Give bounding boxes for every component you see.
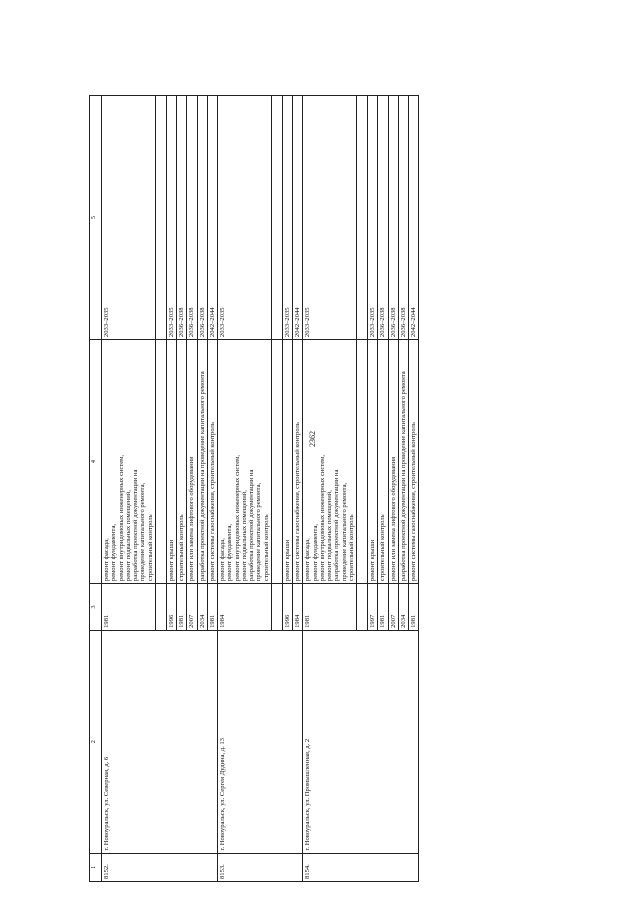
record-number: 8152. <box>102 853 218 881</box>
subrow-year: 1997 <box>368 584 378 631</box>
work-line: проведение капитального ремонта, <box>255 482 263 582</box>
subrow-period: 2033–2035 <box>282 96 292 340</box>
record-period: 2033–2035 <box>102 96 156 340</box>
table-row <box>218 96 272 882</box>
subrow-year: 1981 <box>177 584 187 631</box>
subrow-work: ремонт системы газоснабжения, строительный контроль <box>207 340 217 584</box>
work-line: ремонт фундамента, <box>110 523 118 582</box>
subrow-work: ремонт крыши <box>368 340 378 584</box>
record-address: г. Новоуральск, ул. Промышленная, д. 2 <box>303 630 419 853</box>
work-line: ремонт фасада, <box>103 538 110 582</box>
record-year: 1981 <box>102 584 156 631</box>
work-line: ремонт внутридомовых инженерных систем, <box>233 455 241 582</box>
subrow-work: ремонт крыши <box>282 340 292 584</box>
work-line: ремонт фундамента, <box>311 523 319 582</box>
work-line: ремонт подвальных помещений, <box>240 490 248 582</box>
record-year: 1981 <box>303 584 357 631</box>
record-number: 8154. <box>303 853 419 881</box>
table-row <box>303 96 357 882</box>
work-line: ремонт фасада, <box>304 538 312 582</box>
work-line: строительный контроль <box>146 514 154 582</box>
subrow-year: 1981 <box>207 584 217 631</box>
work-line: строительный контроль <box>347 514 355 582</box>
work-line: проведение капитального ремонта, <box>340 482 348 582</box>
work-line: проведение капитального ремонта, <box>139 482 147 582</box>
column-header-5: 5 <box>90 96 102 340</box>
subrow-work: строительный контроль <box>378 340 388 584</box>
record-number: 8153. <box>218 853 303 881</box>
record-address: г. Новоуральск, ул. Северная, д. 6 <box>102 630 218 853</box>
subrow-work: разработка проектной документации на проведение капитального ремонта <box>197 340 207 584</box>
subrow-period: 2033–2035 <box>368 96 378 340</box>
work-line: ремонт подвальных помещений, <box>124 490 132 582</box>
work-line: строительный контроль <box>262 514 270 582</box>
work-line: разработка проектной документации на <box>132 469 139 582</box>
header-row <box>90 96 102 882</box>
work-line: ремонт фасада, <box>219 538 226 582</box>
rotated-page <box>89 95 566 882</box>
work-line: ремонт внутридомовых инженерных систем, <box>117 455 125 582</box>
subrow-year: 1996 <box>282 584 292 631</box>
subrow-year: 1984 <box>293 584 303 631</box>
subrow-period: 2036–2038 <box>187 96 197 340</box>
work-line: разработка проектной документации на <box>333 469 341 582</box>
subrow-work: ремонт системы газоснабжения, строительный контроль <box>293 340 303 584</box>
subrow-period: 2036–2038 <box>398 96 408 340</box>
subrow-year: 1996 <box>166 584 176 631</box>
subrow-work: строительный контроль <box>177 340 187 584</box>
subrow-work: ремонт или замена лифтового оборудования <box>388 340 398 584</box>
subrow-year: 1981 <box>378 584 388 631</box>
column-header-2: 2 <box>90 630 102 853</box>
record-works <box>303 340 357 584</box>
subrow-period: 2042–2044 <box>207 96 217 340</box>
subrow-period: 2033–2035 <box>166 96 176 340</box>
table-row <box>102 96 156 882</box>
subrow-year: 2034 <box>398 584 408 631</box>
record-address: г. Новоуральск, ул. Сергея Дудина, д. 13 <box>218 630 303 853</box>
subrow-year: 2007 <box>187 584 197 631</box>
record-8152 <box>102 96 218 882</box>
subrow-period: 2036–2038 <box>378 96 388 340</box>
subrow-year: 1981 <box>409 584 419 631</box>
subrow-work: ремонт системы газоснабжения, строительный контроль <box>409 340 419 584</box>
subrow-period: 2036–2038 <box>197 96 207 340</box>
work-line: разработка проектной документации на <box>248 469 255 582</box>
record-works <box>102 340 156 584</box>
record-works <box>218 340 272 584</box>
record-period: 2033–2035 <box>303 96 357 340</box>
record-period: 2033–2035 <box>218 96 272 340</box>
work-line: ремонт подвальных помещений, <box>326 490 333 582</box>
work-line: ремонт фундамента, <box>226 523 234 582</box>
subrow-year: 2034 <box>197 584 207 631</box>
subrow-period: 2036–2038 <box>177 96 187 340</box>
subrow-period: 2042–2044 <box>409 96 419 340</box>
record-year: 1984 <box>218 584 272 631</box>
subrow-period: 2042–2044 <box>293 96 303 340</box>
record-8153 <box>218 96 303 882</box>
subrow-work: ремонт или замена лифтового оборудования <box>187 340 197 584</box>
record-8154 <box>303 96 419 882</box>
column-header-3: 3 <box>90 584 102 631</box>
page-number: 2362 <box>308 431 317 447</box>
subrow-work: ремонт крыши <box>166 340 176 584</box>
subrow-work: разработка проектной документации на проведение капитального ремонта <box>398 340 408 584</box>
repair-schedule-table <box>89 95 419 882</box>
column-header-1: 1 <box>90 853 102 881</box>
subrow-period: 2036–2038 <box>388 96 398 340</box>
work-line: ремонт внутридомовых инженерных систем, <box>318 455 326 582</box>
column-header-4: 4 <box>90 340 102 584</box>
subrow-year: 2007 <box>388 584 398 631</box>
